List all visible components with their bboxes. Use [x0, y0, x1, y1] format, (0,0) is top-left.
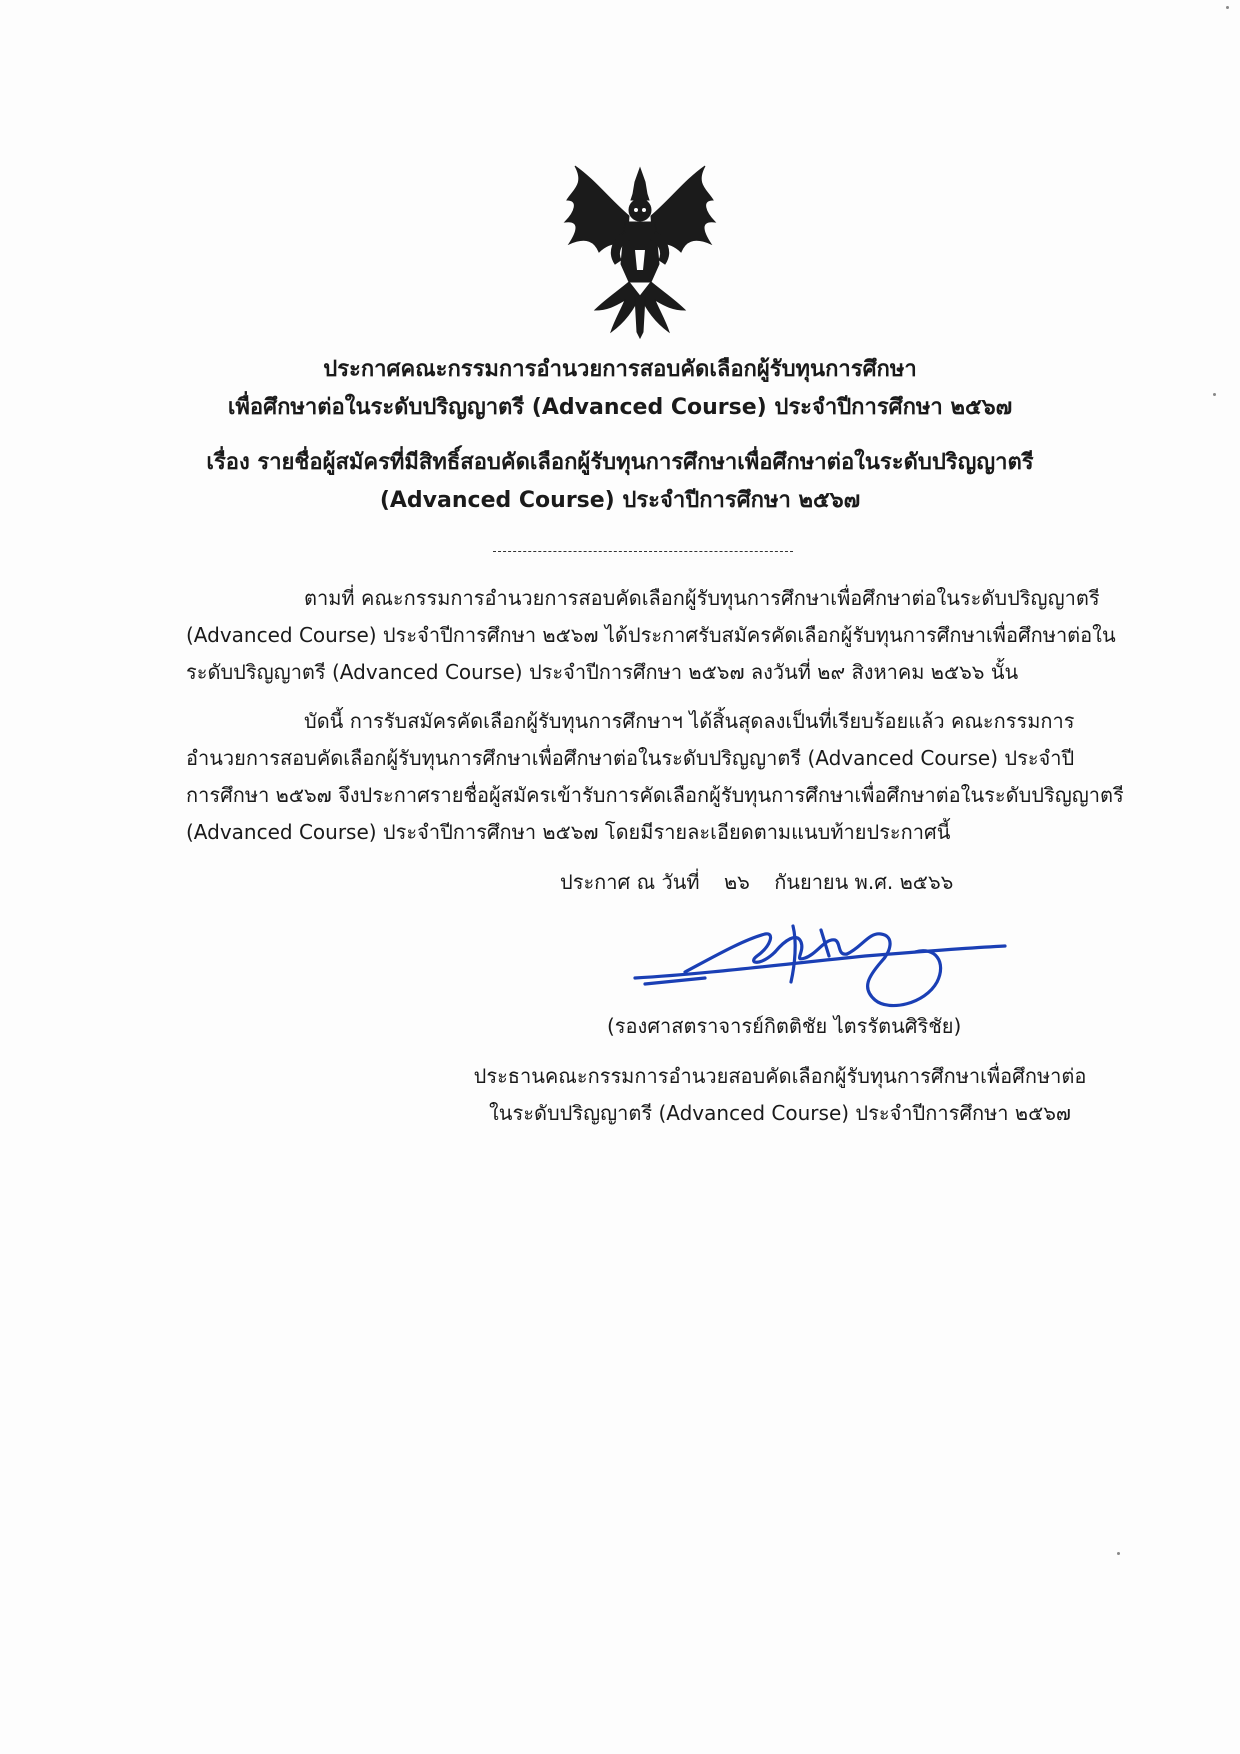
handwritten-signature-icon	[625, 912, 1010, 1024]
date-prefix: ประกาศ ณ วันที่	[560, 870, 700, 894]
signer-name: (รองศาสตราจารย์กิตติชัย ไตรรัตนศิริชัย)	[607, 1014, 962, 1038]
date-month-year: กันยายน พ.ศ. ๒๕๖๖	[774, 870, 954, 894]
paragraph-line: (Advanced Course) ประจำปีการศึกษา ๒๕๖๗ ได้ประกาศรับสมัครคัดเลือกผู้รับทุนการศึกษาเพื่อศึกษาต่อใน	[186, 623, 1116, 647]
scan-speck	[1213, 393, 1216, 396]
position-line: ในระดับปริญญาตรี (Advanced Course) ประจำปีการศึกษา ๒๕๖๗	[489, 1101, 1071, 1125]
garuda-emblem-icon	[555, 160, 725, 340]
paragraph-line: อำนวยการสอบคัดเลือกผู้รับทุนการศึกษาเพื่อศึกษาต่อในระดับปริญญาตรี (Advanced Course) ประจำปี	[186, 746, 1075, 770]
body-paragraph-1	[186, 580, 1116, 691]
paragraph-line: (Advanced Course) ประจำปีการศึกษา ๒๕๖๗ โดยมีรายละเอียดตามแนบท้ายประกาศนี้	[186, 820, 951, 844]
paragraph-line: การศึกษา ๒๕๖๗ จึงประกาศรายชื่อผู้สมัครเข้ารับการคัดเลือกผู้รับทุนการศึกษาเพื่อศึกษาต่อในระดับปริญญาตรี	[186, 783, 1124, 807]
announcement-title	[170, 351, 1070, 427]
date-day: ๒๖	[723, 870, 750, 894]
signer-position	[440, 1058, 1120, 1132]
paragraph-line: ตามที่ คณะกรรมการอำนวยการสอบคัดเลือกผู้รับทุนการศึกษาเพื่อศึกษาต่อในระดับปริญญาตรี	[304, 586, 1100, 610]
position-line: ประธานคณะกรรมการอำนวยสอบคัดเลือกผู้รับทุนการศึกษาเพื่อศึกษาต่อ	[473, 1064, 1087, 1088]
title-line: ประกาศคณะกรรมการอำนวยการสอบคัดเลือกผู้รับทุนการศึกษา	[323, 357, 917, 382]
title-line: เพื่อศึกษาต่อในระดับปริญญาตรี (Advanced Course) ประจำปีการศึกษา ๒๕๖๗	[227, 395, 1013, 420]
announcement-date	[560, 866, 971, 898]
subject-line: (Advanced Course) ประจำปีการศึกษา ๒๕๖๗	[379, 488, 861, 513]
section-divider	[493, 551, 793, 552]
body-paragraph-2	[186, 703, 1124, 851]
paragraph-line: ระดับปริญญาตรี (Advanced Course) ประจำปีการศึกษา ๒๕๖๗ ลงวันที่ ๒๙ สิงหาคม ๒๕๖๖ นั้น	[186, 660, 1019, 684]
paragraph-line: บัดนี้ การรับสมัครคัดเลือกผู้รับทุนการศึกษาฯ ได้สิ้นสุดลงเป็นที่เรียบร้อยแล้ว คณะกรรมการ	[304, 709, 1075, 733]
scan-speck	[1117, 1552, 1120, 1555]
scan-speck	[1226, 6, 1229, 9]
announcement-subject	[170, 444, 1070, 520]
subject-line: เรื่อง รายชื่อผู้สมัครที่มีสิทธิ์สอบคัดเลือกผู้รับทุนการศึกษาเพื่อศึกษาต่อในระดับปริญญาตรี	[206, 450, 1034, 475]
